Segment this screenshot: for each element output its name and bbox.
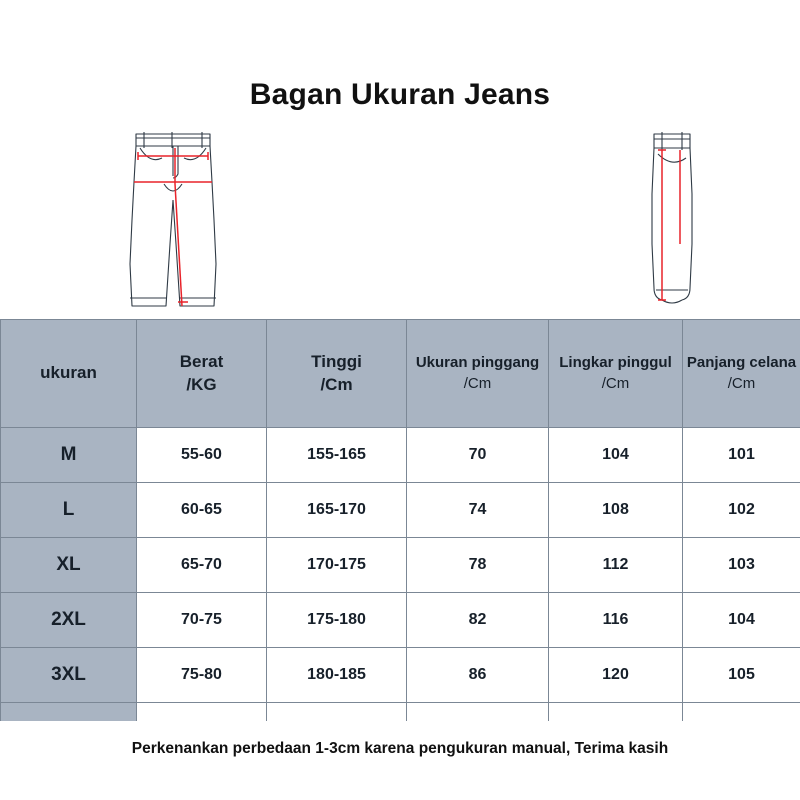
- cell-size: [1, 703, 137, 721]
- cell-length: 101: [683, 428, 800, 483]
- cell-waist: 86: [407, 648, 549, 703]
- cell-height: [267, 703, 407, 721]
- cell-size: 3XL: [1, 648, 137, 703]
- cell-hip: 120: [549, 648, 683, 703]
- cell-length: 102: [683, 483, 800, 538]
- cell-weight: 55-60: [137, 428, 267, 483]
- table-row: [1, 593, 800, 648]
- column-header-waist: [407, 320, 549, 428]
- cell-size: M: [1, 428, 137, 483]
- table-row-clipped: [1, 703, 800, 721]
- column-header-weight-unit: /KG: [186, 374, 217, 394]
- cell-height: 180-185: [267, 648, 407, 703]
- column-header-waist-label: Ukuran pinggang: [415, 354, 540, 372]
- cell-size: L: [1, 483, 137, 538]
- jeans-front-measure-diagram: [118, 124, 228, 319]
- cell-weight: 60-65: [137, 483, 267, 538]
- column-header-height: [267, 320, 407, 428]
- cell-waist: 74: [407, 483, 549, 538]
- table-header-row: [1, 320, 800, 428]
- column-header-waist-unit: /Cm: [463, 374, 492, 392]
- column-header-height-unit: /Cm: [320, 374, 353, 394]
- cell-waist: [407, 703, 549, 721]
- column-header-hip: [549, 320, 683, 428]
- measurement-disclaimer: Perkenankan perbedaan 1-3cm karena pengukuran manual, Terima kasih: [131, 740, 669, 757]
- cell-hip: 104: [549, 428, 683, 483]
- column-header-length-label: Panjang celana: [686, 354, 797, 372]
- cell-weight: 65-70: [137, 538, 267, 593]
- cell-length: 104: [683, 593, 800, 648]
- cell-weight: 75-80: [137, 648, 267, 703]
- jeans-side-measure-diagram: [632, 124, 712, 319]
- page-title: Bagan Ukuran Jeans: [249, 78, 551, 111]
- cell-height: 165-170: [267, 483, 407, 538]
- table-row: [1, 648, 800, 703]
- cell-hip: [549, 703, 683, 721]
- cell-length: [683, 703, 800, 721]
- cell-height: 170-175: [267, 538, 407, 593]
- table-row: [1, 538, 800, 593]
- cell-hip: 116: [549, 593, 683, 648]
- cell-weight: 70-75: [137, 593, 267, 648]
- cell-waist: 70: [407, 428, 549, 483]
- column-header-weight: [137, 320, 267, 428]
- cell-size: 2XL: [1, 593, 137, 648]
- table-row: [1, 428, 800, 483]
- figure-row: [0, 124, 800, 314]
- cell-hip: 112: [549, 538, 683, 593]
- column-header-size-label: ukuran: [40, 363, 97, 383]
- cell-size: XL: [1, 538, 137, 593]
- cell-hip: 108: [549, 483, 683, 538]
- column-header-length: [683, 320, 800, 428]
- cell-height: 155-165: [267, 428, 407, 483]
- cell-length: 103: [683, 538, 800, 593]
- column-header-size: [1, 320, 137, 428]
- column-header-weight-label: Berat: [179, 351, 224, 371]
- cell-length: 105: [683, 648, 800, 703]
- cell-waist: 78: [407, 538, 549, 593]
- cell-weight: [137, 703, 267, 721]
- table-row: [1, 483, 800, 538]
- size-chart-table: [0, 319, 800, 721]
- cell-height: 175-180: [267, 593, 407, 648]
- column-header-hip-label: Lingkar pinggul: [559, 354, 672, 372]
- cell-waist: 82: [407, 593, 549, 648]
- column-header-length-unit: /Cm: [727, 374, 756, 392]
- column-header-hip-unit: /Cm: [601, 374, 630, 392]
- column-header-height-label: Tinggi: [311, 351, 362, 371]
